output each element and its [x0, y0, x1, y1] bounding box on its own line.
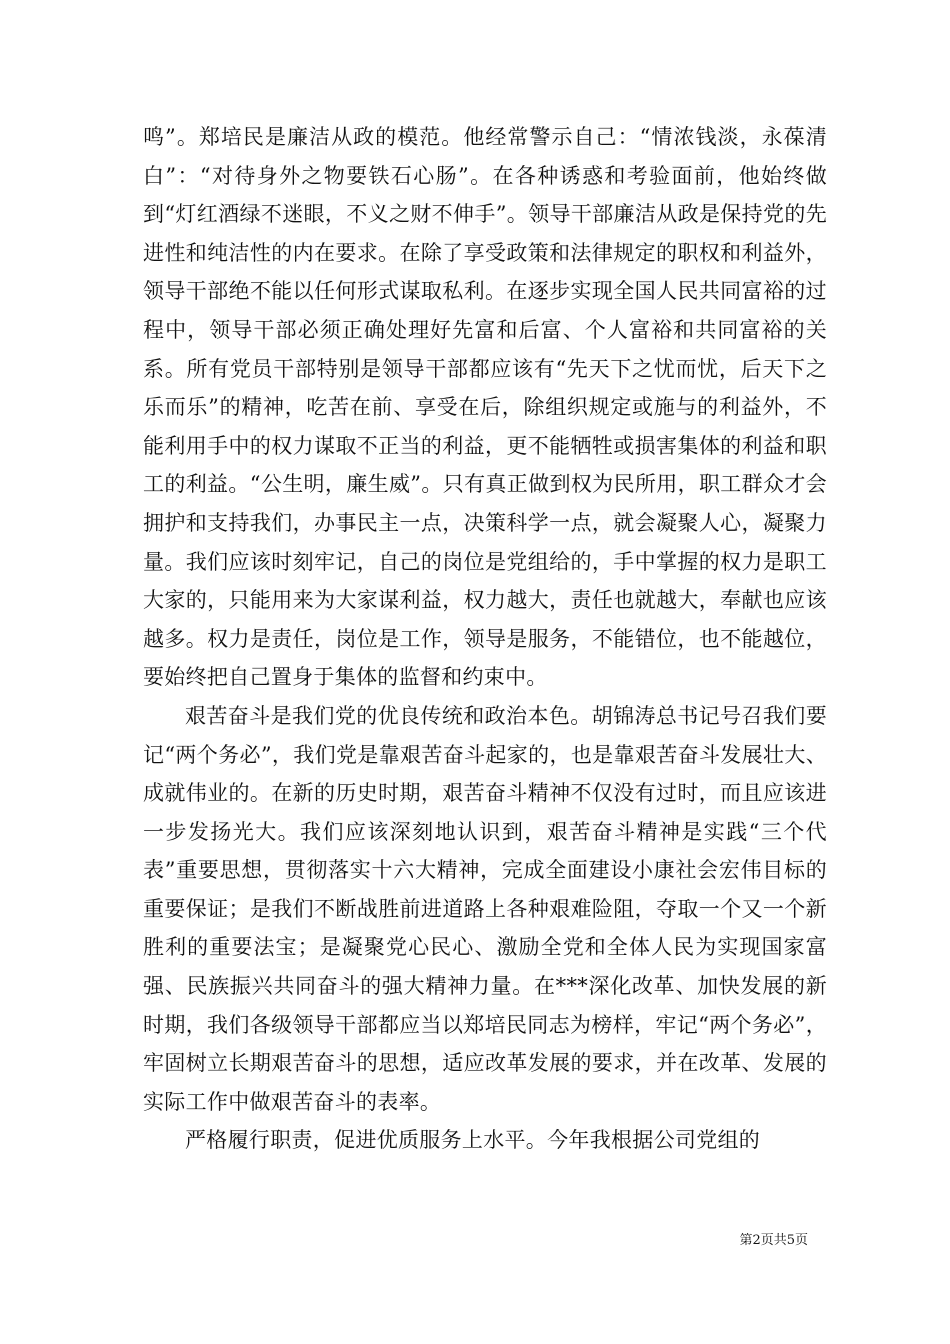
paragraph-duties: 严格履行职责，促进优质服务上水平。今年我根据公司党组的 [185, 1128, 761, 1153]
document-body [143, 118, 827, 1160]
paragraph-integrity: 鸣”。郑培民是廉洁从政的模范。他经常警示自己：“情浓钱淡，永葆清白”：“对待身外之物要铁石心肠”。在各种诱惑和考验面前，他始终做到“灯红酒绿不迷眼，不义之财不伸手”。领导干部廉洁从政是保持党的先进性和纯洁性的内在要求。在除了享受政策和法律规定的职权和利益外，领导干部绝不能以任何形式谋取私利。在逐步实现全国人民共同富裕的过程中，领导干部必须正确处理好先富和后富、个人富裕和共同富裕的关系。所有党员干部特别是领导干部都应该有“先天下之忧而忧，后天下之乐而乐”的精神，吃苦在前、享受在后，除组织规定或施与的利益外，不能利用手中的权力谋取不正当的利益，更不能牺牲或损害集体的利益和职工的利益。“公生明，廉生威”。只有真正做到权为民所用，职工群众才会拥护和支持我们，办事民主一点，决策科学一点，就会凝聚人心，凝聚力量。我们应该时刻牢记，自己的岗位是党组给的，手中掌握的权力是职工大家的，只能用来为大家谋利益，权力越大，责任也就越大，奉献也应该越多。权力是责任，岗位是工作，领导是服务，不能错位，也不能越位，要始终把自己置身于集体的监督和约束中。 [143, 125, 827, 690]
page-number-footer: 第2页共5页 [739, 1233, 808, 1248]
paragraph-hard-work: 艰苦奋斗是我们党的优良传统和政治本色。胡锦涛总书记号召我们要记“两个务必”，我们党是靠艰苦奋斗起家的，也是靠艰苦奋斗发展壮大、成就伟业的。在新的历史时期，艰苦奋斗精神不仅没有过时，而且应该进一步发扬光大。我们应该深刻地认识到，艰苦奋斗精神是实践“三个代表”重要思想，贯彻落实十六大精神，完成全面建设小康社会宏伟目标的重要保证；是我们不断战胜前进道路上各种艰难险阻，夺取一个又一个新胜利的重要法宝；是凝聚党心民心、激励全党和全体人民为实现国家富强、民族振兴共同奋斗的强大精神力量。在***深化改革、加快发展的新时期，我们各级领导干部都应当以郑培民同志为榜样，牢记“两个务必”，牢固树立长期艰苦奋斗的思想，适应改革发展的要求，并在改革、发展的实际工作中做艰苦奋斗的表率。 [143, 703, 827, 1114]
